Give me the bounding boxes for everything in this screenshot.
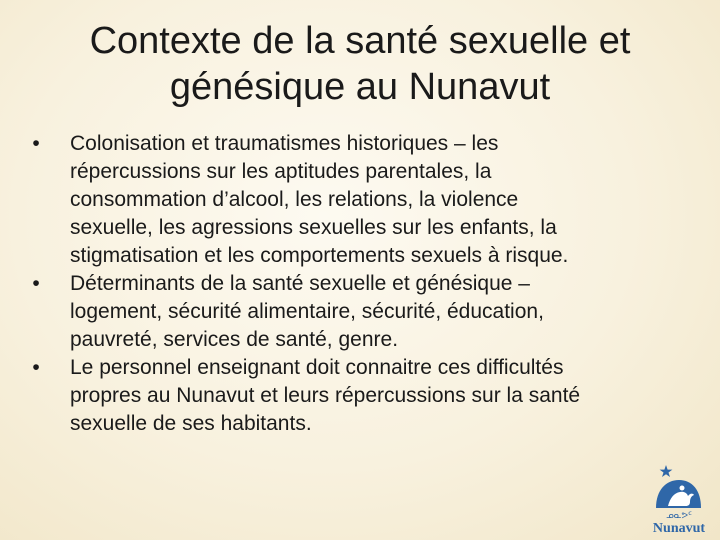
bullet-3-line-1: Le personnel enseignant doit connaitre ces difficultés	[70, 356, 564, 379]
slide-title	[40, 18, 680, 110]
bullet-3-line-2: propres au Nunavut et leurs répercussions sur la santé	[70, 384, 581, 407]
bullet-1-line-4: sexuelle, les agressions sexuelles sur les enfants, la	[70, 216, 557, 239]
bullet-1-line-3: consommation d’alcool, les relations, la violence	[70, 188, 519, 211]
bullet-1-line-2: répercussions sur les aptitudes parentales, la	[70, 160, 492, 183]
bullet-3-line-3: sexuelle de ses habitants.	[70, 412, 312, 435]
title-line-2: génésique au Nunavut	[169, 66, 551, 108]
star-icon	[660, 465, 673, 477]
bullet-marker: •	[32, 132, 40, 155]
nunavut-government-logo-icon	[646, 462, 710, 536]
bullet-marker: •	[32, 272, 40, 295]
bullet-1-line-5: stigmatisation et les comportements sexuels à risque.	[70, 244, 569, 267]
title-line-1: Contexte de la santé sexuelle et	[89, 20, 631, 62]
bullet-2-line-1: Déterminants de la santé sexuelle et génésique –	[70, 272, 530, 295]
bullet-list	[26, 130, 686, 438]
bullet-2-line-2: logement, sécurité alimentaire, sécurité, éducation,	[70, 300, 544, 323]
bullet-item-1	[26, 130, 686, 270]
bullet-2-line-3: pauvreté, services de santé, genre.	[70, 328, 399, 351]
logo-wordmark: Nunavut	[652, 521, 706, 536]
bullet-item-3	[26, 354, 686, 438]
logo-syllabics: ᓄᓇᕗᑦ	[666, 511, 692, 521]
bullet-marker: •	[32, 356, 40, 379]
bullet-1-line-1: Colonisation et traumatismes historiques – les	[70, 132, 499, 155]
bullet-item-2	[26, 270, 686, 354]
